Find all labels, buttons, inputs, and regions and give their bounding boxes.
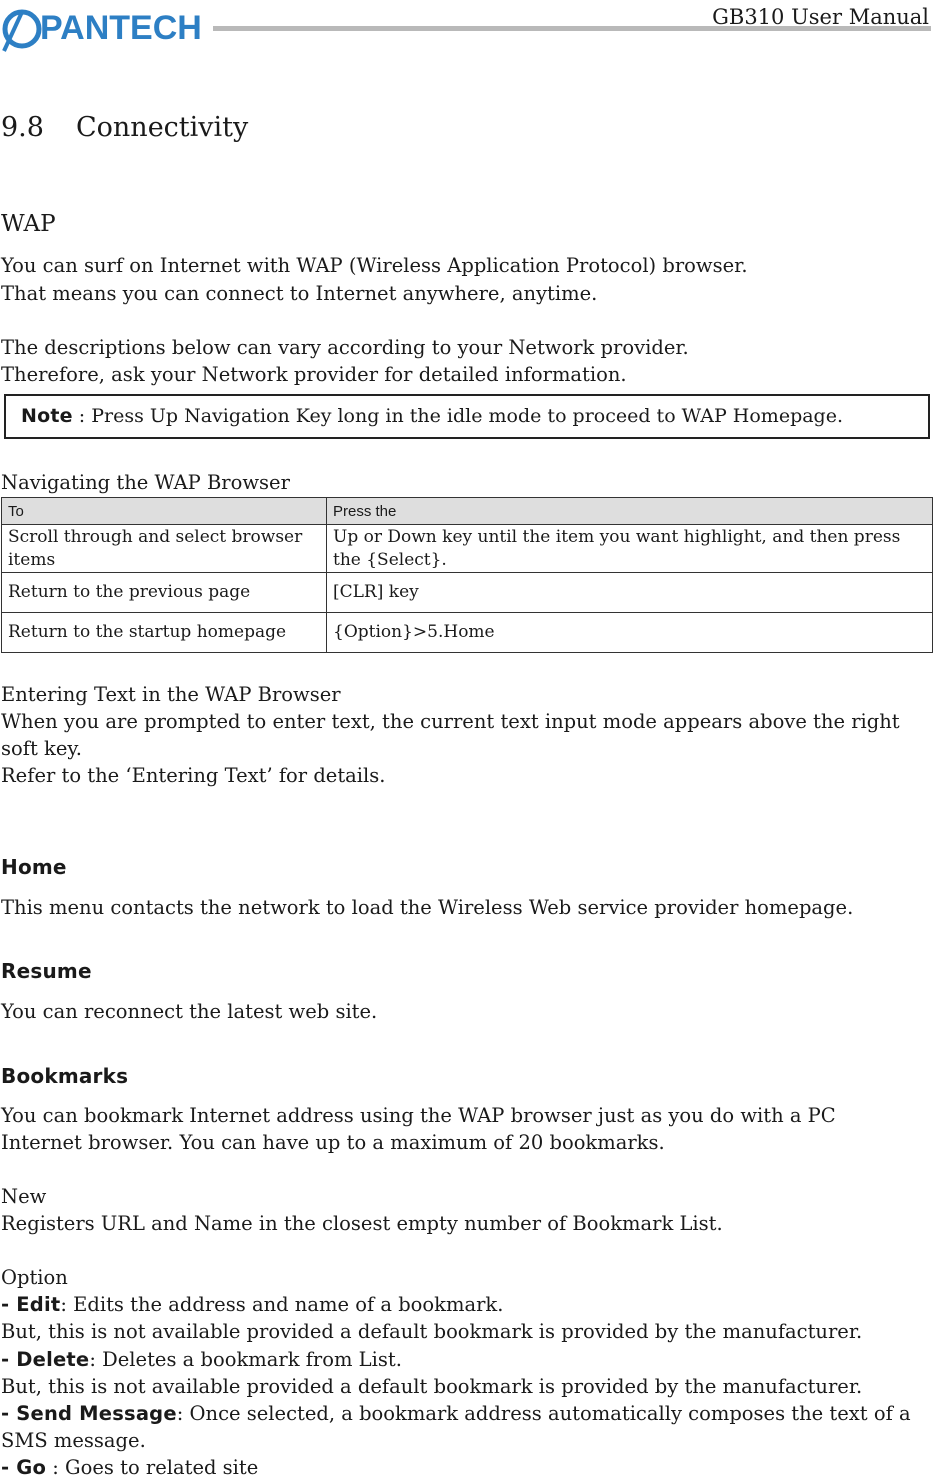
option-send-message-text: : Once selected, a bookmark address automatically composes the text of a [176,1402,911,1425]
wap-intro-line: That means you can connect to Internet anywhere, anytime. [1,282,598,305]
option-go [1,1454,258,1481]
new-text: Registers URL and Name in the closest empty number of Bookmark List. [1,1212,723,1235]
entering-text-line: When you are prompted to enter text, the current text input mode appears above the right [1,710,900,733]
entering-text-line: Refer to the ‘Entering Text’ for details. [1,764,386,787]
note-box [4,394,930,439]
resume-heading: Resume [1,959,92,983]
option-delete [1,1346,402,1373]
navigating-heading: Navigating the WAP Browser [1,471,290,494]
table-row [2,525,933,573]
wap-intro-line: You can surf on Internet with WAP (Wireless Application Protocol) browser. [1,254,748,277]
logo-text: PANTECH [40,9,202,47]
bookmarks-heading: Bookmarks [1,1064,129,1088]
option-edit-text: : Edits the address and name of a bookmark. [60,1293,504,1316]
table-header: Press the [327,498,933,525]
note-text: : Press Up Navigation Key long in the idle mode to proceed to WAP Homepage. [72,405,844,427]
option-label: Option [1,1266,68,1289]
bookmarks-text-line: You can bookmark Internet address using the WAP browser just as you do with a PC [1,1104,836,1127]
option-go-label: - Go [1,1456,47,1479]
table-cell: Up or Down key until the item you want highlight, and then press the {Select}. [327,525,933,573]
option-send-message-label: - Send Message [1,1402,177,1425]
section-title: Connectivity [76,112,249,143]
option-edit-label: - Edit [1,1293,61,1316]
table-cell: Return to the startup homepage [2,613,327,653]
option-caveat: But, this is not available provided a default bookmark is provided by the manufacturer. [1,1320,863,1343]
entering-text-heading: Entering Text in the WAP Browser [1,683,341,706]
section-heading [1,110,248,146]
new-label: New [1,1185,47,1208]
wap-intro-line: Therefore, ask your Network provider for detailed information. [1,363,627,386]
pantech-logo [0,2,210,54]
wap-heading: WAP [1,211,56,237]
table-cell: Return to the previous page [2,573,327,613]
manual-title: GB310 User Manual [712,5,929,29]
table-cell: {Option}>5.Home [327,613,933,653]
navigation-table [1,497,933,653]
table-row [2,613,933,653]
table-row [2,573,933,613]
option-delete-label: - Delete [1,1348,90,1371]
option-caveat: But, this is not available provided a default bookmark is provided by the manufacturer. [1,1375,863,1398]
bookmarks-text-line: Internet browser. You can have up to a maximum of 20 bookmarks. [1,1131,665,1154]
resume-text: You can reconnect the latest web site. [1,1000,378,1023]
table-header: To [2,498,327,525]
wap-intro-line: The descriptions below can vary according to your Network provider. [1,336,689,359]
sms-continuation: SMS message. [1,1429,146,1452]
section-number: 9.8 [1,112,44,143]
home-heading: Home [1,855,67,879]
option-edit [1,1291,503,1318]
option-send-message [1,1400,911,1427]
note-label: Note [21,405,73,427]
home-text: This menu contacts the network to load the Wireless Web service provider homepage. [1,896,854,919]
option-go-text: : Goes to related site [46,1456,259,1479]
option-delete-text: : Deletes a bookmark from List. [89,1348,402,1371]
table-cell: Scroll through and select browser items [2,525,327,573]
table-cell: [CLR] key [327,573,933,613]
entering-text-line: soft key. [1,737,82,760]
